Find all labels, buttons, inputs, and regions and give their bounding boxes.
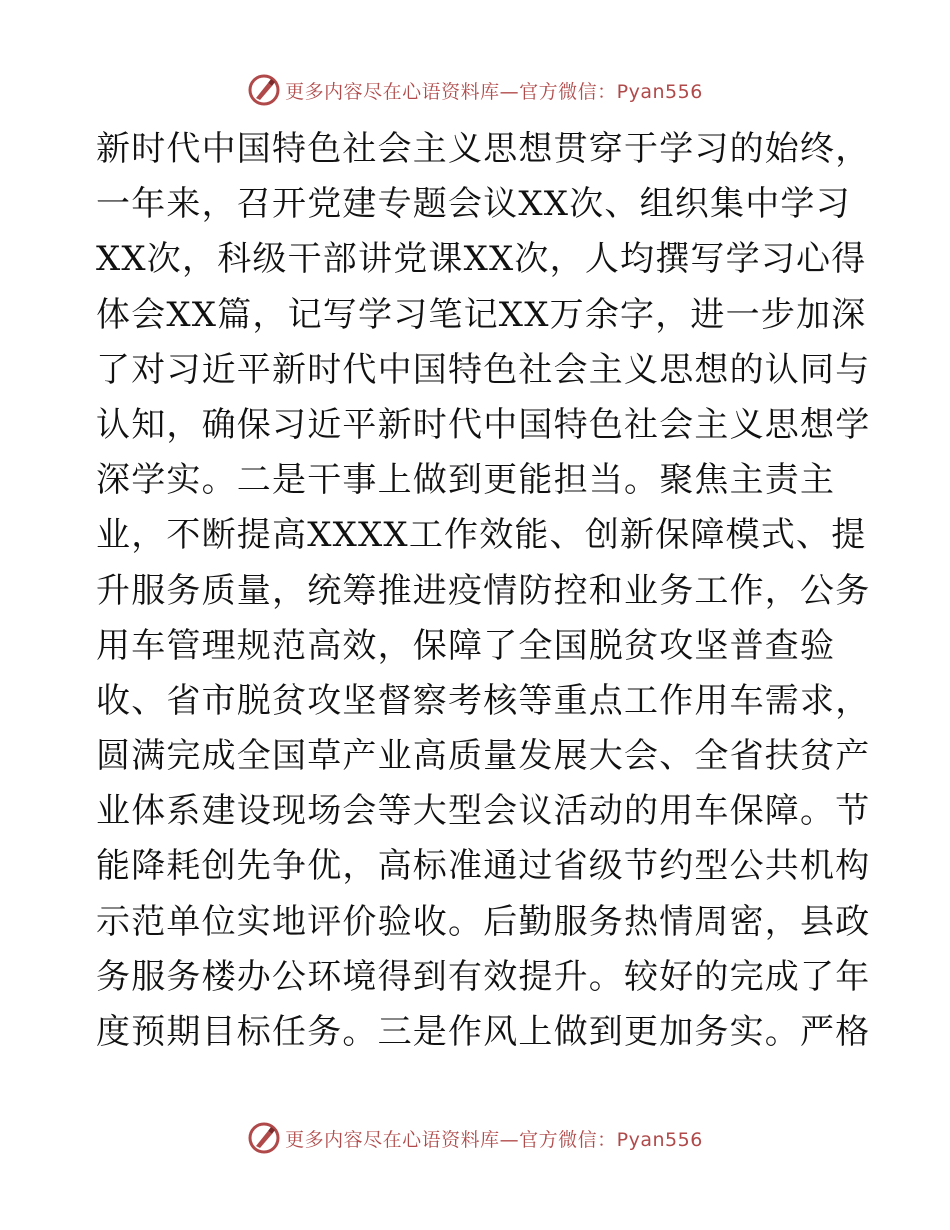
pen-logo-icon	[247, 1121, 281, 1155]
body-line: 体会XX篇，记写学习笔记XX万余字，进一步加深	[96, 294, 867, 335]
document-body	[96, 122, 871, 1060]
body-line: XX次，科级干部讲党课XX次，人均撰写学习心得	[96, 239, 867, 280]
footer-watermark	[0, 1118, 950, 1158]
body-line: 度预期目标任务。三是作风上做到更加务实。严格	[96, 1012, 871, 1052]
watermark-text: 更多内容尽在心语资料库—官方微信：Pyan556	[285, 1128, 703, 1151]
body-line: 认知，确保习近平新时代中国特色社会主义思想学	[96, 404, 871, 445]
body-line: 升服务质量，统筹推进疫情防控和业务工作，公务	[96, 570, 871, 611]
body-line: 深学实。二是干事上做到更能担当。聚焦主责主	[96, 460, 836, 501]
pen-logo-icon	[247, 73, 281, 107]
header-watermark	[0, 70, 950, 110]
body-line: 收、省市脱贫攻坚督察考核等重点工作用车需求，	[96, 680, 871, 721]
body-line: 一年来，召开党建专题会议XX次、组织集中学习	[96, 184, 851, 225]
body-line: 了对习近平新时代中国特色社会主义思想的认同与	[96, 349, 871, 390]
watermark-text: 更多内容尽在心语资料库—官方微信：Pyan556	[285, 80, 703, 103]
body-line: 务服务楼办公环境得到有效提升。较好的完成了年	[96, 956, 871, 997]
body-line: 业，不断提高XXXX工作效能、创新保障模式、提	[96, 515, 867, 556]
body-line: 示范单位实地评价验收。后勤服务热情周密，县政	[96, 901, 871, 942]
body-line: 新时代中国特色社会主义思想贯穿于学习的始终，	[96, 129, 871, 169]
body-line: 业体系建设现场会等大型会议活动的用车保障。节	[96, 791, 871, 832]
body-line: 用车管理规范高效，保障了全国脱贫攻坚普查验	[96, 625, 836, 666]
body-line: 圆满完成全国草产业高质量发展大会、全省扶贫产	[96, 736, 871, 777]
body-line: 能降耗创先争优，高标准通过省级节约型公共机构	[96, 846, 871, 887]
